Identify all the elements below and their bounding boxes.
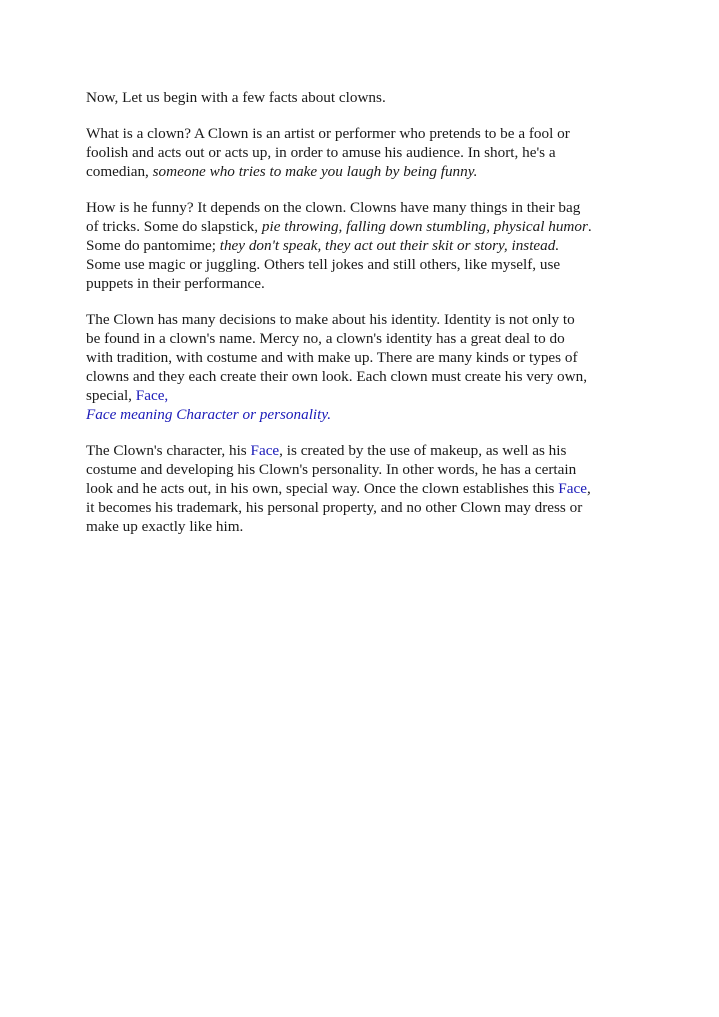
text-line: [86, 236, 646, 255]
text-line: foolish and acts out or acts up, in order to amuse his audience. In short, he's a: [86, 144, 556, 161]
italic-definition: someone who tries to make you laugh by being funny.: [152, 163, 478, 180]
text-line: [86, 441, 646, 460]
intro-line: Now, Let us begin with a few facts about clowns.: [86, 89, 386, 106]
italic-slapstick-examples: pie throwing, falling down stumbling, physical humor: [261, 218, 588, 235]
intro-paragraph: [86, 88, 646, 107]
character-paragraph: [86, 441, 646, 536]
face-highlight: Face,: [135, 387, 169, 404]
text-run: comedian,: [86, 163, 153, 180]
text-run: of tricks. Some do slapstick,: [86, 218, 262, 235]
text-line: costume and developing his Clown's personality. In other words, he has a certain: [86, 461, 577, 478]
text-line: it becomes his trademark, his personal property, and no other Clown may dress or: [86, 499, 583, 516]
text-line: with tradition, with costume and with make up. There are many kinds or types of: [86, 349, 578, 366]
text-line: be found in a clown's name. Mercy no, a clown's identity has a great deal to do: [86, 330, 565, 347]
text-run: look and he acts out, in his own, special way. Once the clown establishes this: [86, 480, 559, 497]
text-run: , is created by the use of makeup, as well as his: [279, 442, 567, 459]
text-run: ,: [586, 480, 591, 497]
identity-paragraph: [86, 310, 646, 424]
face-highlight: Face: [558, 480, 587, 497]
text-line: make up exactly like him.: [86, 518, 244, 535]
text-line: [86, 479, 646, 498]
text-run: special,: [86, 387, 136, 404]
text-run: The Clown's character, his: [86, 442, 251, 459]
document-page: [86, 88, 646, 553]
text-line: clowns and they each create their own look. Each clown must create his very own,: [86, 368, 588, 385]
text-run: .: [587, 218, 592, 235]
text-line: puppets in their performance.: [86, 275, 265, 292]
face-highlight: Face: [250, 442, 280, 459]
text-line: [86, 386, 646, 405]
how-is-he-funny-paragraph: [86, 198, 646, 293]
italic-pantomime-description: they don't speak, they act out their skit or story, instead.: [219, 237, 560, 254]
text-run: Some do pantomime;: [86, 237, 220, 254]
text-line: [86, 162, 646, 181]
text-line: How is he funny? It depends on the clown. Clowns have many things in their bag: [86, 199, 581, 216]
what-is-a-clown-paragraph: [86, 124, 646, 181]
text-line: The Clown has many decisions to make about his identity. Identity is not only to: [86, 311, 575, 328]
text-line: Some use magic or juggling. Others tell jokes and still others, like myself, use: [86, 256, 561, 273]
face-meaning-line: Face meaning Character or personality.: [86, 406, 332, 423]
text-line: What is a clown? A Clown is an artist or performer who pretends to be a fool or: [86, 125, 570, 142]
text-line: [86, 217, 646, 236]
